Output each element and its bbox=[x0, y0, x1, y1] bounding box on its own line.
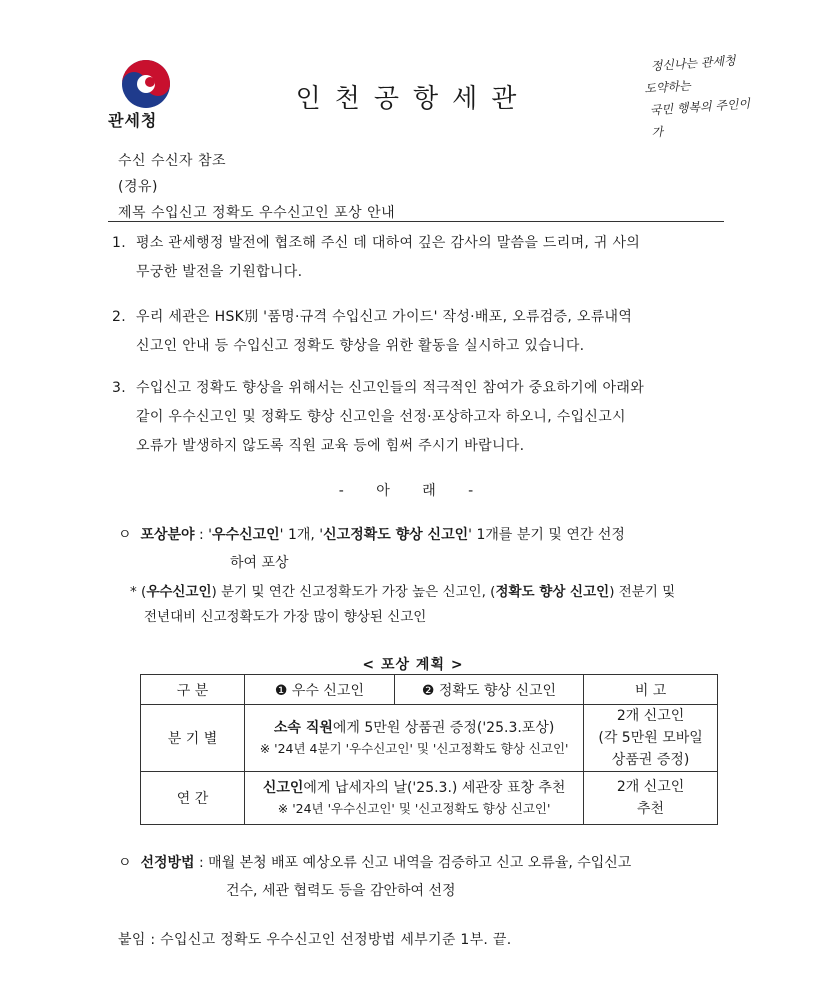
handwritten-slogan: 정신나는 관세청 도약하는 국민 행복의 주인이가 bbox=[643, 53, 751, 140]
header-divider bbox=[108, 221, 724, 222]
paragraph-2: 2. 우리 세관은 HSK別 '품명·규격 수입신고 가이드' 작성·배포, 오류검증, 오류내역 신고인 안내 등 수입신고 정확도 향상을 위한 활동을 실시하고 있습니다. bbox=[112, 309, 633, 354]
agency-label: 관세청 bbox=[108, 111, 158, 130]
paragraph-1: 1. 평소 관세행정 발전에 협조해 주신 데 대하여 깊은 감사의 말씀을 드리며, 귀 사의 무궁한 발전을 기원합니다. bbox=[112, 235, 641, 280]
below-heading: - 아 래 - bbox=[338, 483, 488, 499]
plan-title: < 포상 계획 > bbox=[362, 657, 464, 673]
header-remark: 비 고 bbox=[584, 675, 718, 705]
row-remark: 2개 신고인 (각 5만원 모바일 상품권 증정) bbox=[584, 705, 718, 772]
table-row bbox=[141, 705, 718, 772]
page-title: 인천공항세관 bbox=[295, 84, 531, 114]
header-improved: ❷ 정확도 향상 신고인 bbox=[394, 675, 583, 705]
table-row bbox=[141, 772, 718, 825]
row-label: 연 간 bbox=[141, 772, 245, 825]
row-remark: 2개 신고인 추천 bbox=[584, 772, 718, 825]
row-content: 신고인에게 납세자의 날('25.3.) 세관장 표창 추천 ※ '24년 '우수신고인' 및 '신고정확도 향상 신고인' bbox=[245, 772, 584, 825]
row-content: 소속 직원에게 5만원 상품권 증정('25.3.포상) ※ '24년 4분기 '우수신고인' 및 '신고정확도 향상 신고인' bbox=[245, 705, 584, 772]
header-category: 구 분 bbox=[141, 675, 245, 705]
recipient-line: 수신 수신자 참조 bbox=[118, 153, 227, 169]
via-line: (경유) bbox=[118, 179, 158, 195]
award-note: * (우수신고인) 분기 및 연간 신고정확도가 가장 높은 신고인, (정확도 향상 신고인) 전분기 및 전년대비 신고정확도가 가장 많이 향상된 신고인 bbox=[130, 584, 676, 625]
attachment-footer: 붙임 : 수입신고 정확도 우수신고인 선정방법 세부기준 1부. 끝. bbox=[118, 932, 512, 948]
selection-section: ㅇ 선정방법 : 매월 본청 배포 예상오류 신고 내역을 검증하고 신고 오류율, 수입신고 건수, 세관 협력도 등을 감안하여 선정 bbox=[118, 855, 632, 899]
row-label: 분 기 별 bbox=[141, 705, 245, 772]
subject-line: 제목 수입신고 정확도 우수신고인 포상 안내 bbox=[118, 205, 396, 221]
header-good: ❶ 우수 신고인 bbox=[245, 675, 395, 705]
paragraph-3: 3. 수입신고 정확도 향상을 위해서는 신고인들의 적극적인 참여가 중요하기에 아래와 같이 우수신고인 및 정확도 향상 신고인을 선정·포상하고자 하오니, 수입신고시 오류가 발생하지 않도록 직원 교육 등에 힘써 주시기 바랍니다. bbox=[112, 380, 645, 454]
award-plan-table bbox=[140, 674, 718, 825]
award-section: ㅇ 포상분야 : '우수신고인' 1개, '신고정확도 향상 신고인' 1개를 분기 및 연간 선정 하여 포상 bbox=[118, 527, 625, 571]
table-header-row bbox=[141, 675, 718, 705]
